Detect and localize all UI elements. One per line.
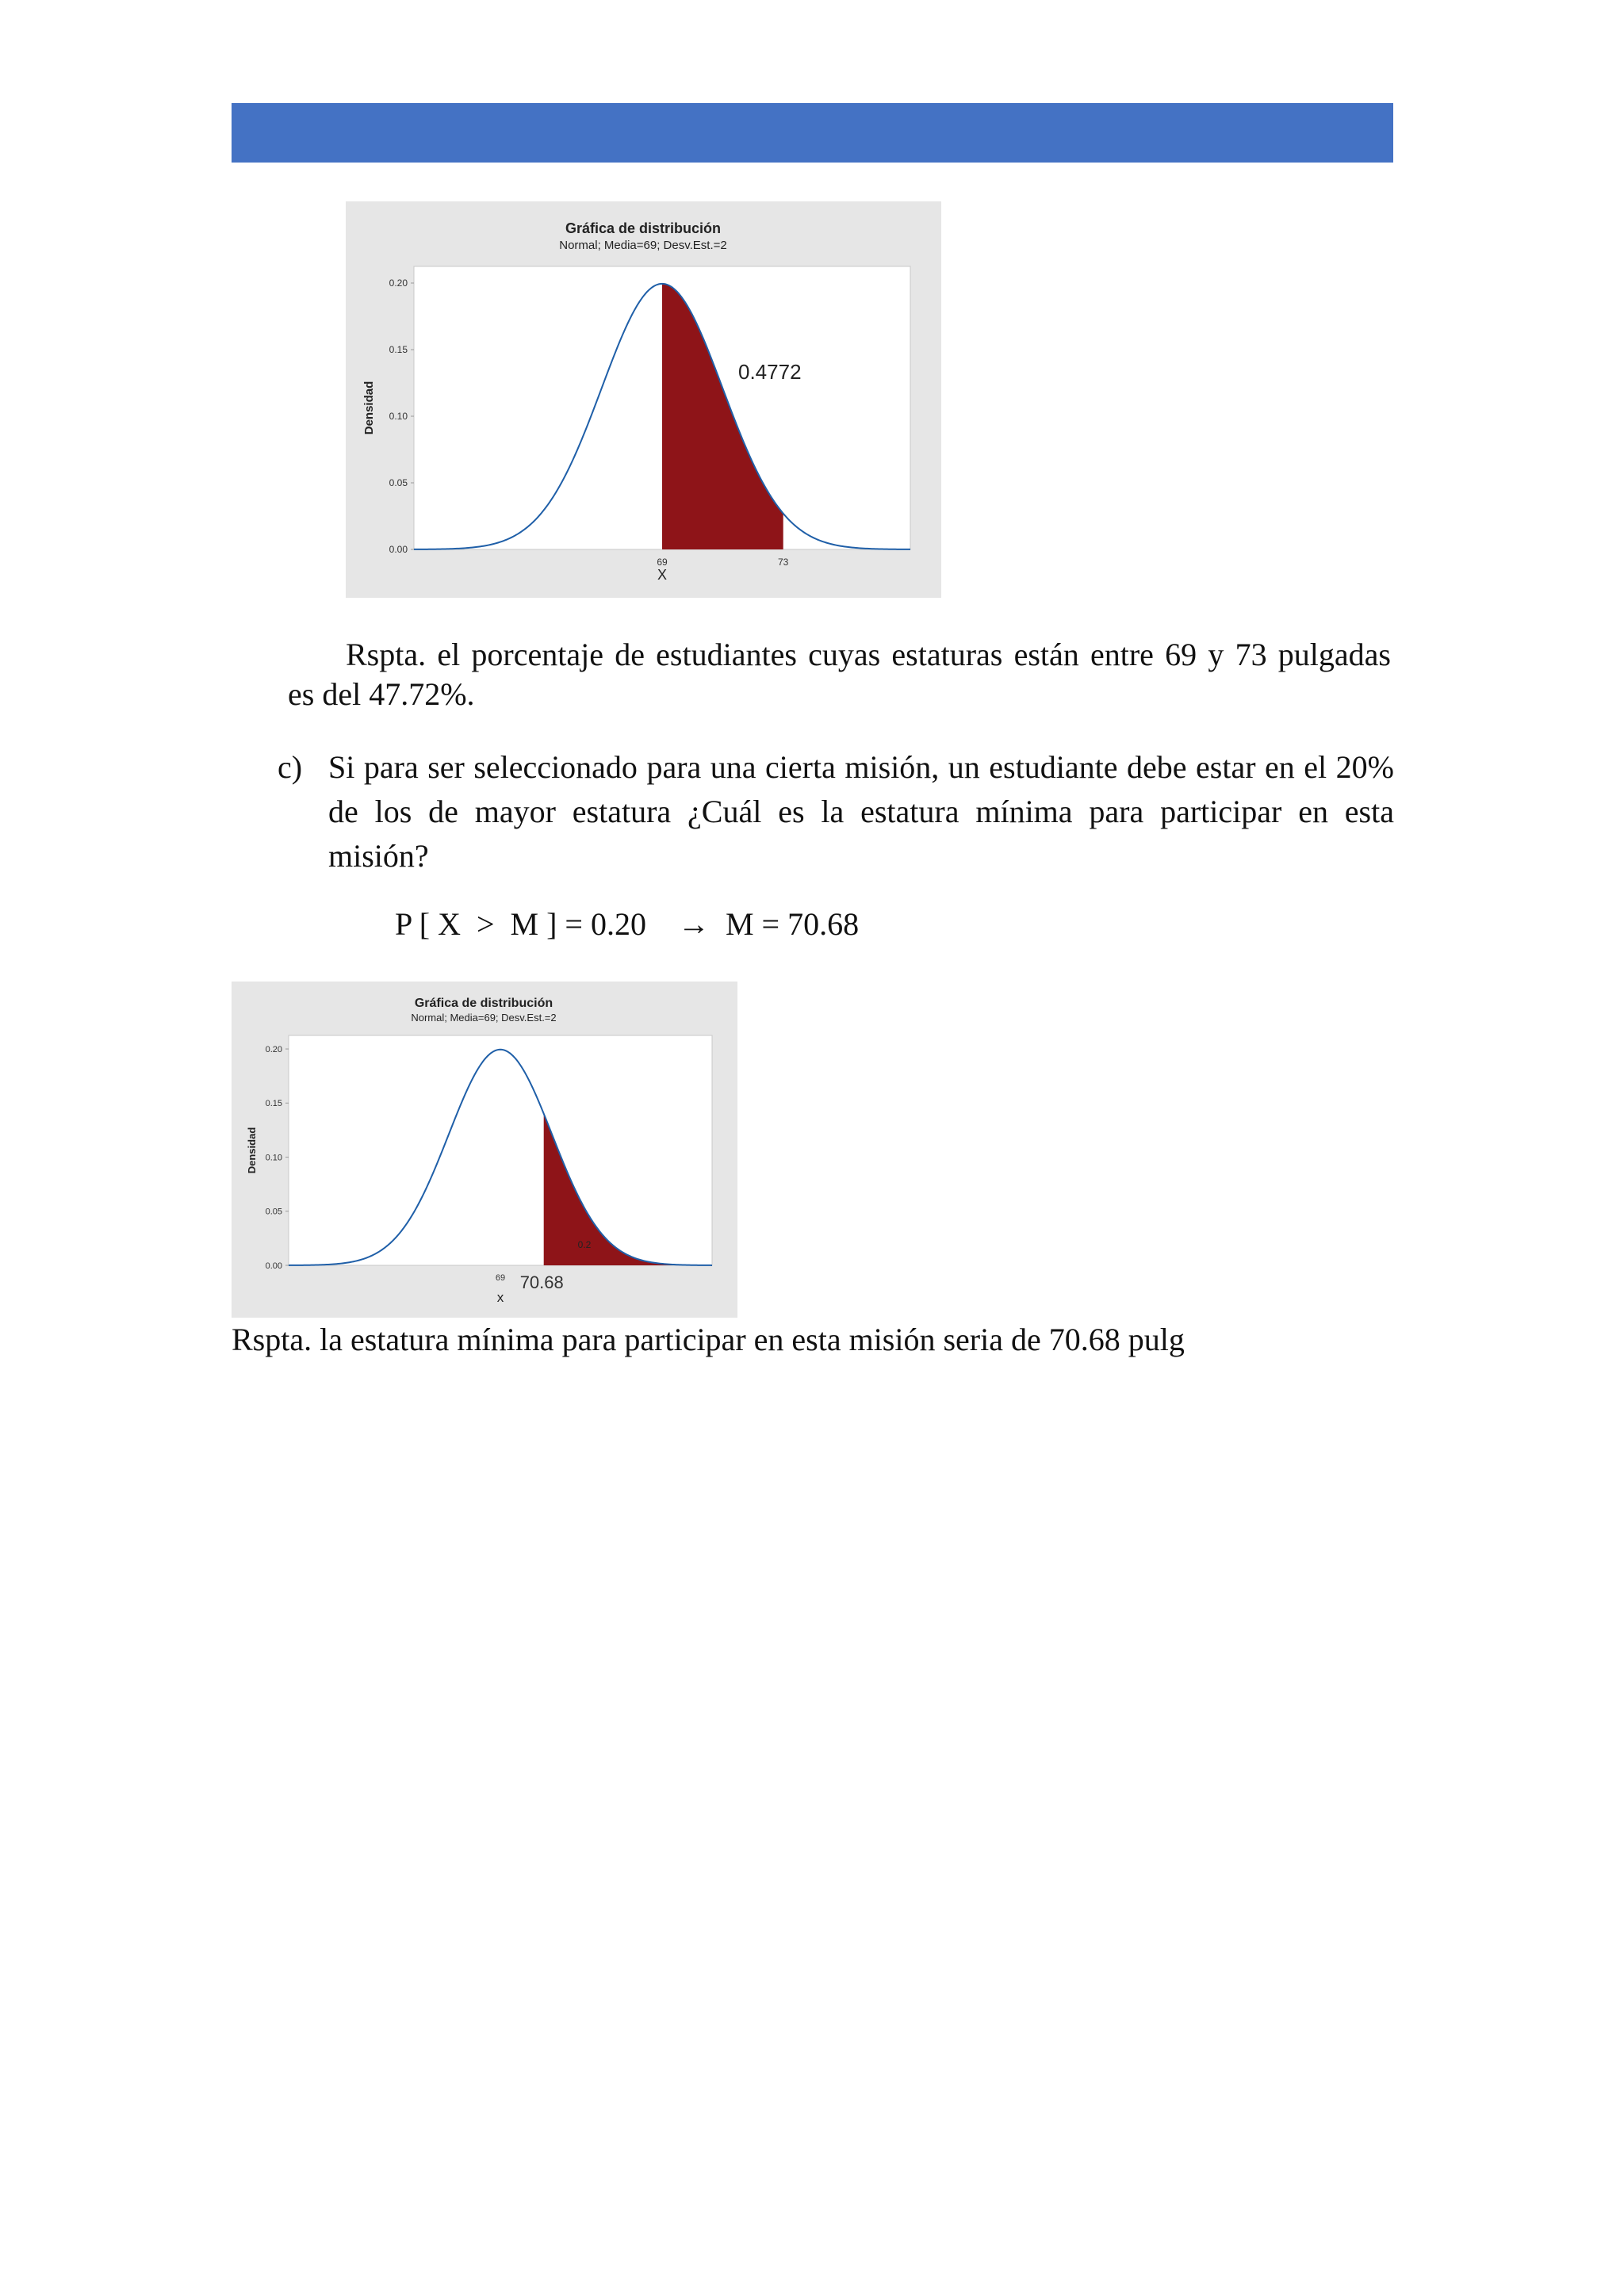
plot-area — [289, 1035, 712, 1265]
chart-title: Gráfica de distribución — [565, 220, 722, 236]
chart-subtitle: Normal; Media=69; Desv.Est.=2 — [559, 239, 727, 252]
formula: P [ X > M ] = 0.20 → M = 70.68 — [395, 906, 860, 942]
distribution-chart-2-svg — [232, 982, 737, 1318]
x-axis-label: X — [657, 567, 668, 583]
y-tick-label: 0.05 — [389, 477, 408, 489]
y-axis-label: Densidad — [362, 381, 376, 435]
x-axis-label: x — [496, 1290, 504, 1305]
y-tick-label: 0.10 — [265, 1153, 282, 1163]
x-tick-label: 70.68 — [519, 1272, 564, 1292]
y-tick-label: 0.10 — [389, 411, 408, 423]
chart-subtitle: Normal; Media=69; Desv.Est.=2 — [411, 1012, 557, 1024]
y-tick-label: 0.20 — [265, 1044, 282, 1054]
answer-b-line-1: Rspta. el porcentaje de estudiantes cuyas estaturas están entre 69 y 73 pulgadas — [346, 637, 1391, 672]
distribution-chart-2 — [232, 982, 737, 1318]
header-bar — [232, 103, 1393, 163]
area-label: 0.4772 — [738, 360, 802, 384]
chart-title: Gráfica de distribución — [414, 997, 553, 1010]
distribution-chart-1 — [346, 201, 941, 598]
answer-b-line-2: es del 47.72%. — [288, 676, 475, 712]
item-c-question — [328, 745, 1394, 878]
y-tick-label: 0.15 — [389, 344, 408, 356]
answer-c: Rspta. la estatura mínima para participar en esta misión seria de 70.68 pulg — [232, 1322, 1185, 1357]
item-c-line-3: misión? — [328, 838, 429, 874]
y-tick-label: 0.00 — [265, 1261, 282, 1271]
item-c-line-2: de los de mayor estatura ¿Cuál es la estatura mínima para participar en esta — [328, 794, 1394, 829]
x-tick-label: 69 — [495, 1273, 506, 1283]
y-tick-label: 0.00 — [389, 544, 408, 556]
item-c-marker: c) — [278, 749, 303, 785]
y-tick-label: 0.20 — [389, 277, 408, 289]
distribution-chart-1-svg — [346, 201, 941, 598]
area-label: 0.2 — [577, 1239, 592, 1251]
x-tick-label: 73 — [778, 557, 789, 568]
x-tick-label: 69 — [657, 557, 668, 568]
y-axis-label: Densidad — [246, 1127, 258, 1174]
y-tick-label: 0.15 — [265, 1099, 282, 1109]
y-tick-label: 0.05 — [265, 1207, 282, 1217]
item-c-line-1: Si para ser seleccionado para una cierta misión, un estudiante debe estar en el 20% — [328, 749, 1394, 785]
